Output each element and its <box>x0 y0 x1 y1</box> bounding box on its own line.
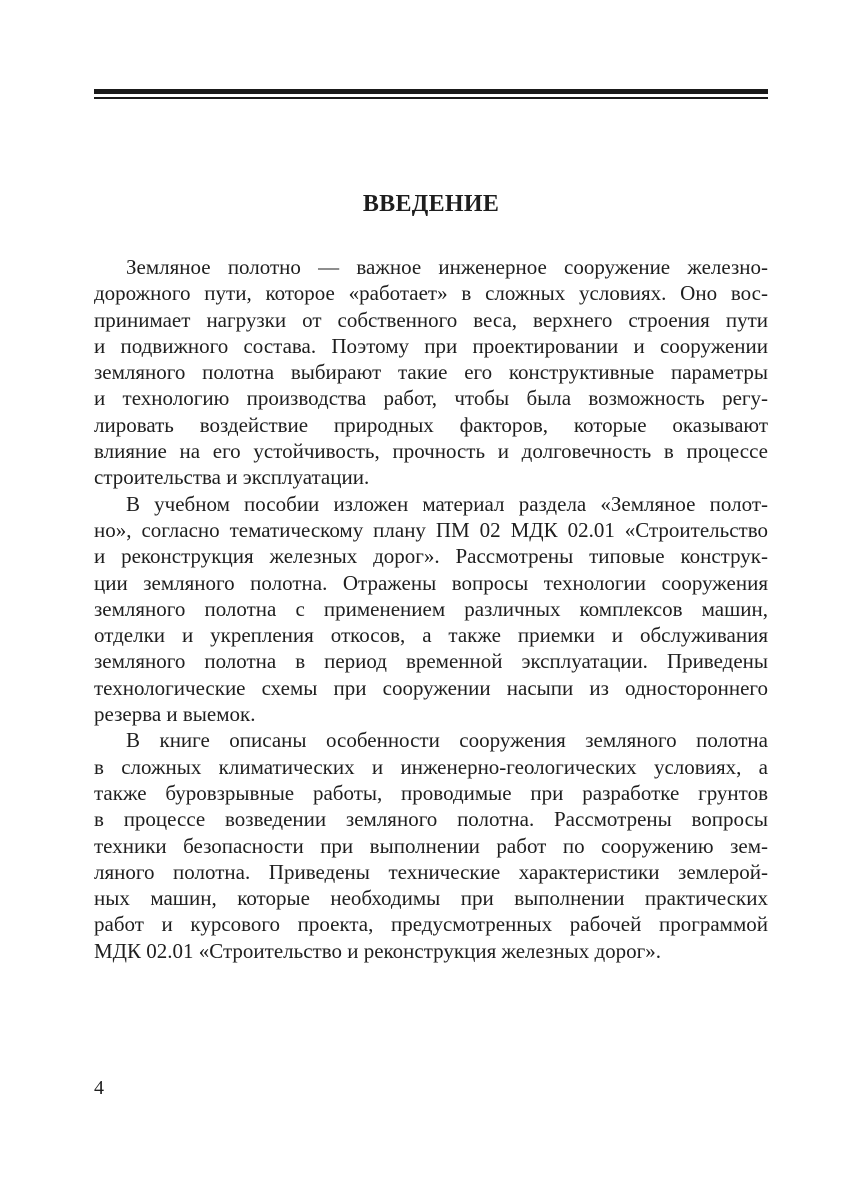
header-rule-thick <box>94 89 768 94</box>
text-line: строительства и эксплуатации. <box>94 465 370 490</box>
text-line: и технологию производства работ, чтобы была возможность регу- <box>94 386 768 411</box>
text-line: В учебном пособии изложен материал раздела «Земляное полот- <box>126 491 768 516</box>
text-line: Земляное полотно — важное инженерное сооружение железно- <box>126 255 768 279</box>
paragraph-2 <box>94 491 768 728</box>
text-line: МДК 02.01 «Строительство и реконструкция железных дорог». <box>94 938 662 963</box>
text-line: земляного полотна в период временной эксплуатации. Приведены <box>94 649 768 674</box>
text-line: работ и курсового проекта, предусмотренных рабочей программой <box>94 912 768 937</box>
text-line: но», согласно тематическому плану ПМ 02 МДК 02.01 «Строительство <box>94 517 768 542</box>
text-line: и реконструкция железных дорог». Рассмотрены типовые конструк- <box>94 544 768 569</box>
text-line: земляного полотна с применением различных комплексов машин, <box>94 596 768 621</box>
text-line: также буровзрывные работы, проводимые при разработке грунтов <box>94 780 768 805</box>
body-text <box>94 254 768 964</box>
text-line: технологические схемы при сооружении насыпи из одностороннего <box>94 675 768 700</box>
text-line: дорожного пути, которое «работает» в сложных условиях. Оно вос- <box>94 281 768 306</box>
text-line: и подвижного состава. Поэтому при проектировании и сооружении <box>94 333 768 358</box>
text-line: ляного полотна. Приведены технические характеристики землерой- <box>94 859 768 884</box>
text-line: техники безопасности при выполнении работ по сооружению зем- <box>94 833 768 858</box>
paragraph-1 <box>94 254 768 491</box>
text-line: резерва и выемок. <box>94 702 256 727</box>
text-line: ции земляного полотна. Отражены вопросы технологии сооружения <box>94 570 768 595</box>
text-line: лировать воздействие природных факторов, которые оказывают <box>94 412 768 437</box>
text-line: земляного полотна выбирают такие его конструктивные параметры <box>94 360 768 385</box>
text-line: ных машин, которые необходимы при выполнении практических <box>94 886 768 911</box>
text-line: принимает нагрузки от собственного веса, верхнего строения пути <box>94 307 768 332</box>
text-line: в сложных климатических и инженерно-геологических условиях, а <box>94 754 768 779</box>
text-line: отделки и укрепления откосов, а также приемки и обслуживания <box>94 623 768 648</box>
text-line: в процессе возведении земляного полотна. Рассмотрены вопросы <box>94 807 768 832</box>
page-number: 4 <box>94 1077 104 1099</box>
chapter-heading: ВВЕДЕНИЕ <box>362 191 500 217</box>
text-line: В книге описаны особенности сооружения земляного полотна <box>126 728 768 753</box>
text-line: влияние на его устойчивость, прочность и долговечность в процессе <box>94 439 768 464</box>
header-rule-thin <box>94 97 768 99</box>
paragraph-3 <box>94 727 768 964</box>
